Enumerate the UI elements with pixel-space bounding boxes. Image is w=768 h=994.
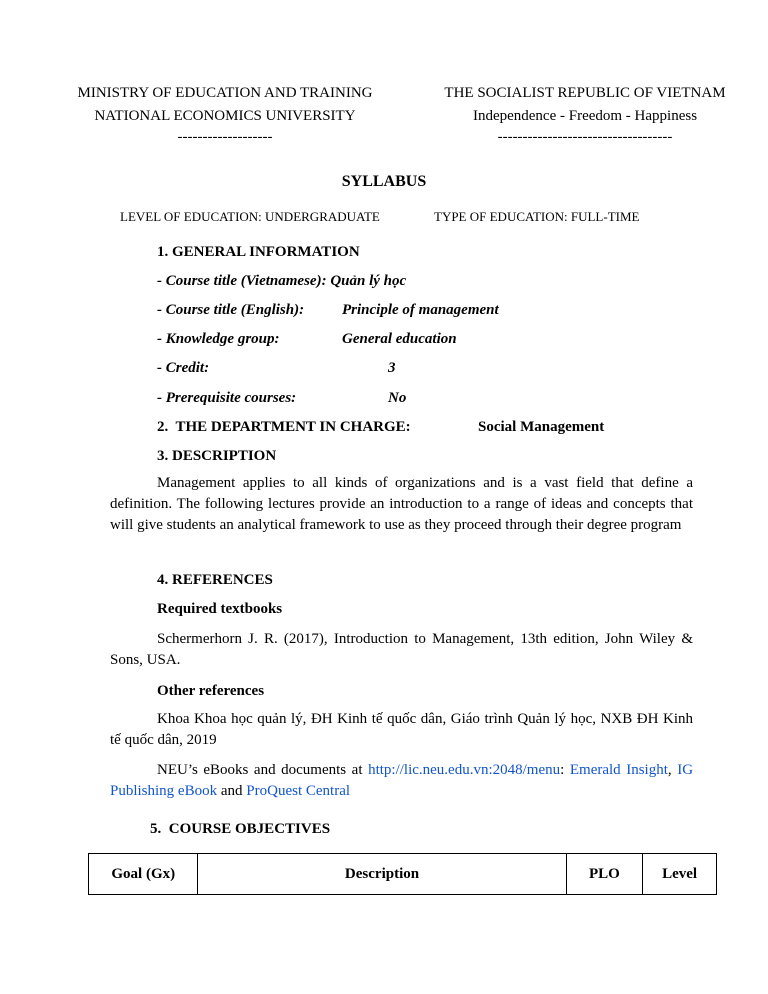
prerequisite-label: - Prerequisite courses: [157, 390, 297, 406]
other-reference-text: Khoa Khoa học quản lý, ĐH Kinh tế quốc dân, Giáo trình Quản lý học, NXB ĐH Kinh tế quốc dân, 2019 [110, 711, 693, 748]
emerald-insight-link[interactable]: Emerald Insight [569, 762, 668, 778]
ig-publishing-link[interactable]: IG Publishing eBook [110, 762, 694, 799]
right-header-rule: ----------------------------------- [497, 129, 673, 145]
proquest-central-link[interactable]: ProQuest Central [246, 783, 351, 799]
ministry-name: MINISTRY OF EDUCATION AND TRAINING [77, 85, 373, 101]
table-header-row [89, 854, 717, 895]
education-level: LEVEL OF EDUCATION: UNDERGRADUATE [120, 209, 380, 224]
knowledge-group-value: General education [342, 331, 457, 347]
ebooks-prefix: NEU’s eBooks and documents at [157, 762, 363, 778]
document-title: SYLLABUS [341, 173, 427, 190]
department-heading: 2. THE DEPARTMENT IN CHARGE: [157, 419, 411, 435]
ebooks-and: and [220, 783, 243, 799]
course-title-vietnamese: - Course title (Vietnamese): Quản lý học [157, 273, 407, 289]
course-title-english-label: - Course title (English): [157, 302, 305, 318]
course-title-english-value: Principle of management [342, 302, 499, 318]
university-name: NATIONAL ECONOMICS UNIVERSITY [94, 108, 356, 124]
description-text: Management applies to all kinds of organizations and is a vast field that define a definition. The following lectures provide an introduction to a range of ideas and concepts that will give students an analytical framework to use as they proceed through their degree program [110, 475, 693, 533]
general-information-heading: 1. GENERAL INFORMATION [157, 244, 360, 260]
left-header-rule: ------------------- [177, 129, 273, 145]
knowledge-group-label: - Knowledge group: [157, 331, 280, 347]
column-plo: PLO [566, 854, 643, 895]
other-reference-entry [110, 709, 693, 751]
column-description: Description [198, 854, 566, 895]
other-references-heading: Other references [157, 683, 265, 699]
course-objectives-table [88, 853, 717, 895]
ebooks-colon: : [560, 762, 565, 778]
course-objectives-heading: 5. COURSE OBJECTIVES [150, 821, 331, 837]
ebooks-comma: , [667, 762, 672, 778]
required-textbook-text: Schermerhorn J. R. (2017), Introduction to Management, 13th edition, John Wiley & Sons, USA. [110, 631, 693, 668]
description-paragraph [110, 473, 693, 536]
ebooks-entry [110, 760, 693, 802]
education-type: TYPE OF EDUCATION: FULL-TIME [434, 209, 640, 224]
country-name: THE SOCIALIST REPUBLIC OF VIETNAM [444, 85, 726, 101]
department-value: Social Management [478, 419, 605, 435]
credit-value: 3 [388, 360, 396, 376]
references-heading: 4. REFERENCES [157, 572, 273, 588]
national-motto: Independence - Freedom - Happiness [472, 108, 698, 124]
prerequisite-value: No [388, 390, 407, 406]
column-goal: Goal (Gx) [89, 854, 198, 895]
credit-label: - Credit: [157, 360, 210, 376]
required-textbook-entry [110, 629, 693, 671]
column-level: Level [643, 854, 717, 895]
description-heading: 3. DESCRIPTION [157, 448, 277, 464]
required-textbooks-heading: Required textbooks [157, 601, 283, 617]
library-link[interactable]: http://lic.neu.edu.vn:2048/menu [368, 762, 561, 778]
